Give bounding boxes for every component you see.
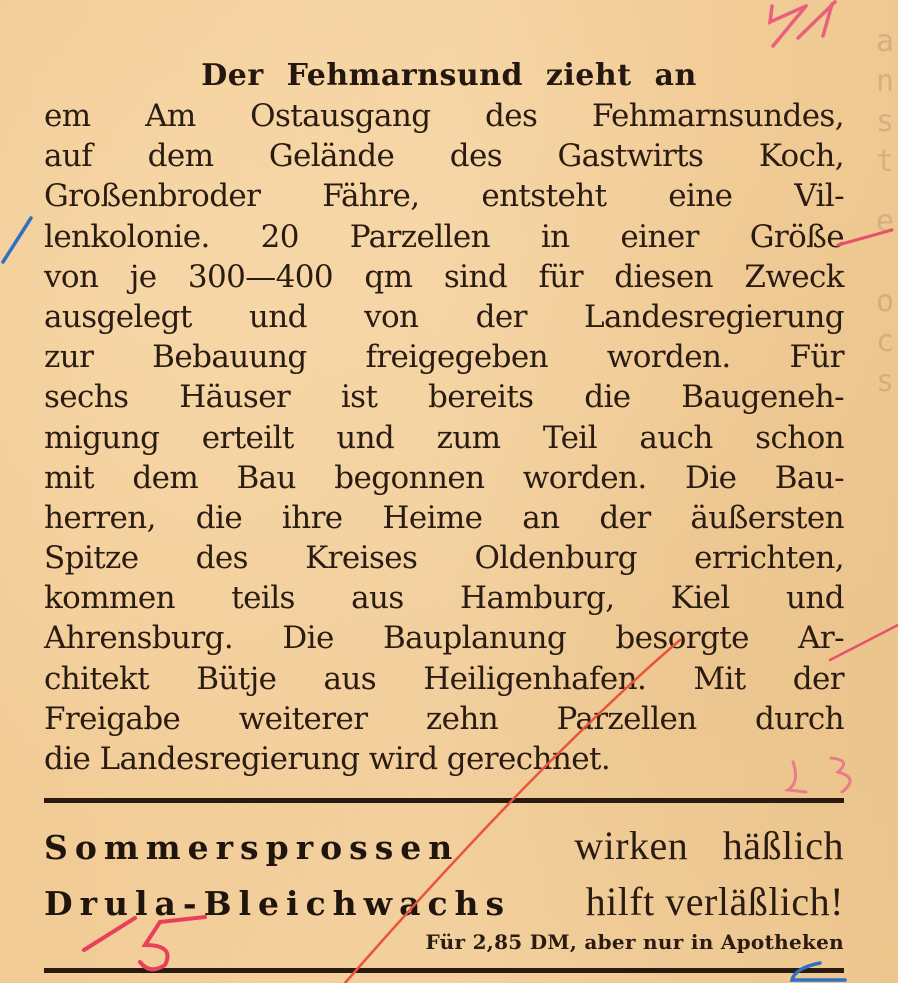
article-line: ausgelegt und von der Landesregierung xyxy=(44,298,844,335)
article-line: migung erteilt und zum Teil auch schon xyxy=(44,419,844,456)
article-line: Freigabe weiterer zehn Parzellen durch xyxy=(44,700,844,737)
article-line: von je 300—400 qm sind für diesen Zweck xyxy=(44,258,844,295)
article-line: Ahrensburg. Die Bauplanung besorgte Ar- xyxy=(44,620,844,657)
divider-rule-top xyxy=(44,798,844,803)
ad-line-1 xyxy=(44,822,844,869)
ad-text: wirken häßlich xyxy=(574,823,844,868)
ghost-letter: o xyxy=(876,284,895,319)
pen-mark-11-icon xyxy=(770,2,835,46)
ghost-letter: c xyxy=(876,324,895,359)
ghost-letter: s xyxy=(876,104,895,139)
article-line: lenkolonie. 20 Parzellen in einer Größe xyxy=(44,218,844,255)
article-line: em Am Ostausgang des Fehmarnsundes, xyxy=(44,98,844,134)
ad-brand-name: Drula-Bleichwachs xyxy=(44,884,512,923)
ghost-letter: n xyxy=(876,64,895,99)
article-line: auf dem Gelände des Gastwirts Koch, xyxy=(44,138,844,175)
article-line: zur Bebauung freigegeben worden. Für xyxy=(44,339,844,376)
article-body xyxy=(44,96,844,779)
bleed-through-column xyxy=(876,0,898,983)
divider-rule-bottom xyxy=(44,968,844,973)
article-line: Spitze des Kreises Oldenburg errichten, xyxy=(44,540,844,577)
article-line: mit dem Bau begonnen worden. Die Bau- xyxy=(44,459,844,496)
article-line: kommen teils aus Hamburg, Kiel und xyxy=(44,580,844,617)
ghost-letter: a xyxy=(876,24,895,59)
ad-text: hilft verläßlich! xyxy=(585,879,844,924)
article-headline: Der Fehmarnsund zieht an xyxy=(201,58,697,94)
ghost-letter: e xyxy=(876,204,895,239)
pen-mark-blue-slash-icon xyxy=(3,218,31,262)
article-line: Großenbroder Fähre, entsteht eine Vil- xyxy=(44,178,844,215)
article-line: sechs Häuser ist bereits die Baugeneh- xyxy=(44,379,844,416)
article-line: chitekt Bütje aus Heiligenhafen. Mit der xyxy=(44,660,844,697)
ghost-letter: s xyxy=(876,364,895,399)
article-line: die Landesregierung wird gerechnet. xyxy=(44,741,611,777)
ad-price-note: Für 2,85 DM, aber nur in Apotheken xyxy=(425,930,844,954)
ad-keyword-sommersprossen: Sommersprossen xyxy=(44,828,460,867)
ad-line-2 xyxy=(44,878,844,925)
article-line: herren, die ihre Heime an der äußersten xyxy=(44,499,844,536)
ghost-letter: t xyxy=(876,144,895,179)
